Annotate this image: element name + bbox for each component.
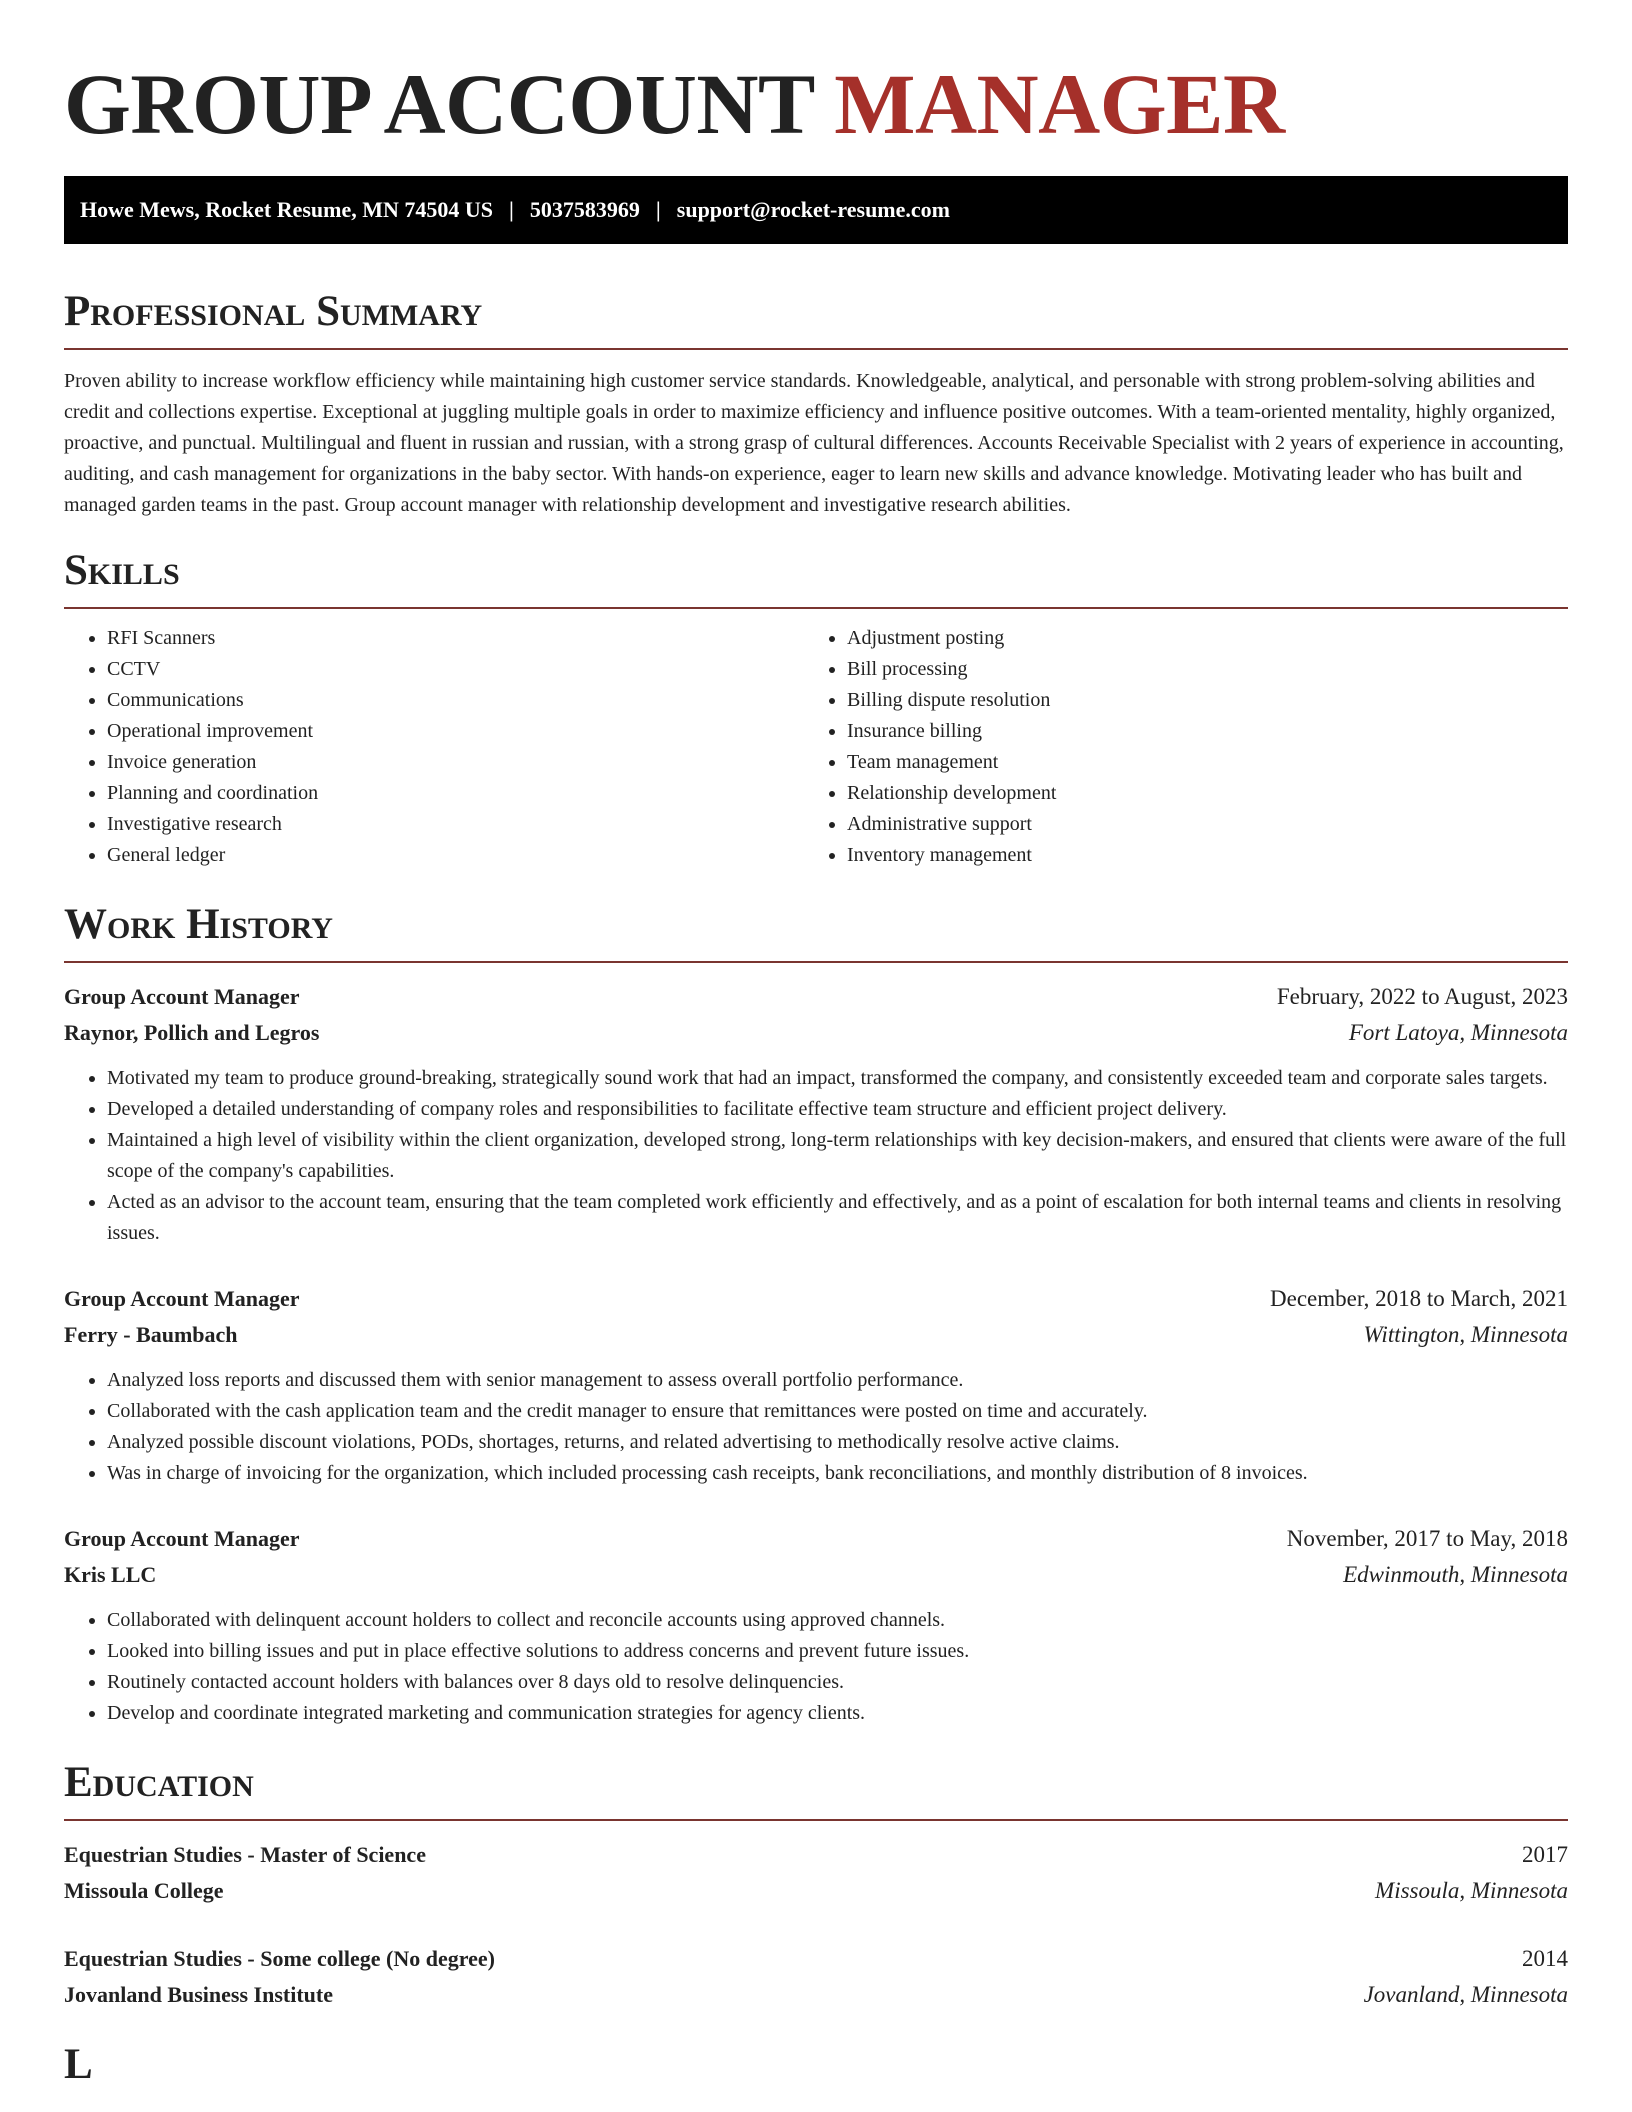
education-school: Jovanland Business Institute <box>64 1982 333 2007</box>
education-degree-row <box>64 1941 1568 1977</box>
job-entry <box>64 1521 1568 1729</box>
contact-phone[interactable]: 5037583969 <box>529 197 640 222</box>
education-year: 2014 <box>1522 1946 1568 1971</box>
job-bullet: • Collaborated with delinquent account holders to collect and reconcile accounts using approved channels. <box>107 1605 1568 1636</box>
job-location: Fort Latoya, Minnesota <box>1348 1020 1568 1045</box>
education-entry <box>64 1941 1568 2013</box>
job-header-row <box>64 1281 1568 1317</box>
job-title: Group Account Manager <box>64 1526 300 1551</box>
job-company: Kris LLC <box>64 1562 157 1587</box>
summary-section <box>64 286 1568 521</box>
education-location: Missoula, Minnesota <box>1375 1878 1568 1903</box>
job-dates: December, 2018 to March, 2021 <box>1270 1286 1568 1311</box>
job-company: Raynor, Pollich and Legros <box>64 1020 320 1045</box>
education-school: Missoula College <box>64 1878 224 1903</box>
job-title: Group Account Manager <box>64 984 300 1009</box>
job-bullet: • Analyzed loss reports and discussed them with senior management to assess overall portfolio performance. <box>107 1365 1568 1396</box>
job-company-row <box>64 1317 1568 1353</box>
resume-page <box>64 0 1568 2091</box>
summary-text: Proven ability to increase workflow efficiency while maintaining high customer service standards. Knowledgeable, analytical, and personable with strong problem-solving abilities and credit and collections expertise. Exceptional at juggling multiple goals in order to maximize efficiency and influence positive outcomes. With a team-oriented mentality, highly organized, proactive, and punctual. Multilingual and fluent in russian and russian, with a strong grasp of cultural differences. Accounts Receivable Specialist with 2 years of experience in accounting, auditing, and cash management for organizations in the baby sector. With hands-on experience, eager to learn new skills and advance knowledge. Motivating leader who has built and managed garden teams in the past. Group account manager with relationship development and investigative research abilities. <box>64 370 1564 516</box>
education-school-row <box>64 1873 1568 1909</box>
section-heading: Professional Summary <box>64 288 483 335</box>
job-bullet: • Routinely contacted account holders with balances over 8 days old to resolve delinquencies. <box>107 1667 1568 1698</box>
skill-item: • Bill processing <box>847 654 1544 685</box>
education-school-row <box>64 1977 1568 2013</box>
skill-item: • Inventory management <box>847 840 1544 871</box>
contact-bar <box>64 176 1568 244</box>
next-section <box>64 2039 1568 2091</box>
education-degree-row <box>64 1837 1568 1873</box>
skills-list-right <box>804 623 1544 871</box>
skill-item: • Relationship development <box>847 778 1544 809</box>
education-section <box>64 1757 1568 2013</box>
skill-item: • Billing dispute resolution <box>847 685 1544 716</box>
education-year: 2017 <box>1522 1842 1568 1867</box>
skill-item: • Planning and coordination <box>107 778 804 809</box>
job-dates: February, 2022 to August, 2023 <box>1276 984 1568 1009</box>
work-history-section <box>64 899 1568 1729</box>
job-bullet: • Acted as an advisor to the account team, ensuring that the team completed work efficiently and effectively, and as a point of escalation for both internal teams and clients in resolving issues. <box>107 1187 1568 1249</box>
contact-separator: | <box>509 197 514 222</box>
job-company: Ferry - Baumbach <box>64 1322 238 1347</box>
section-divider <box>64 1819 1568 1821</box>
skill-item: • Team management <box>847 747 1544 778</box>
skill-item: • Operational improvement <box>107 716 804 747</box>
skill-item: • CCTV <box>107 654 804 685</box>
job-company-row <box>64 1557 1568 1593</box>
job-bullet: • Was in charge of invoicing for the organization, which included processing cash receipts, bank reconciliations, and monthly distribution of 8 invoices. <box>107 1458 1568 1489</box>
job-entry <box>64 979 1568 1249</box>
section-divider <box>64 348 1568 350</box>
job-location: Edwinmouth, Minnesota <box>1343 1562 1568 1587</box>
skills-columns <box>64 623 1568 871</box>
skills-section <box>64 545 1568 871</box>
job-bullets <box>64 1605 1568 1729</box>
job-dates: November, 2017 to May, 2018 <box>1286 1526 1568 1551</box>
skill-item: • Administrative support <box>847 809 1544 840</box>
education-degree: Equestrian Studies - Some college (No degree) <box>64 1946 495 1971</box>
education-entry <box>64 1837 1568 1909</box>
job-company-row <box>64 1015 1568 1051</box>
job-bullet: • Maintained a high level of visibility within the client organization, developed strong, long-term relationships with key decision-makers, and ensured that clients were aware of the full scope of the company's capabilities. <box>107 1125 1568 1187</box>
job-entry <box>64 1281 1568 1489</box>
section-heading: Skills <box>64 547 180 594</box>
job-bullets <box>64 1365 1568 1489</box>
contact-address: Howe Mews, Rocket Resume, MN 74504 US <box>80 197 494 222</box>
section-heading: Education <box>64 1759 254 1806</box>
contact-separator: | <box>655 197 661 222</box>
page-title <box>64 0 1568 152</box>
job-bullet: • Developed a detailed understanding of company roles and responsibilities to facilitate effective team structure and efficient project delivery. <box>107 1094 1568 1125</box>
job-bullet: • Develop and coordinate integrated marketing and communication strategies for agency clients. <box>107 1698 1568 1729</box>
job-bullet: • Looked into billing issues and put in place effective solutions to address concerns and prevent future issues. <box>107 1636 1568 1667</box>
section-heading-partial: L <box>64 2041 93 2088</box>
skills-list-left <box>64 623 804 871</box>
skill-item: • Invoice generation <box>107 747 804 778</box>
skill-item: • Investigative research <box>107 809 804 840</box>
contact-email[interactable]: support@rocket-resume.com <box>676 197 950 222</box>
job-bullet: • Collaborated with the cash application team and the credit manager to ensure that remittances were posted on time and accurately. <box>107 1396 1568 1427</box>
job-bullet: • Motivated my team to produce ground-breaking, strategically sound work that had an impact, transformed the company, and consistently exceeded team and corporate sales targets. <box>107 1063 1568 1094</box>
skill-item: • Insurance billing <box>847 716 1544 747</box>
title-accent: MANAGER <box>834 56 1285 152</box>
job-title: Group Account Manager <box>64 1286 300 1311</box>
job-header-row <box>64 1521 1568 1557</box>
section-divider <box>64 961 1568 963</box>
job-header-row <box>64 979 1568 1015</box>
skill-item: • RFI Scanners <box>107 623 804 654</box>
section-heading: Work History <box>64 901 333 948</box>
title-main: GROUP ACCOUNT <box>64 56 814 152</box>
skill-item: • Communications <box>107 685 804 716</box>
skill-item: • Adjustment posting <box>847 623 1544 654</box>
section-divider <box>64 607 1568 609</box>
job-bullets <box>64 1063 1568 1249</box>
education-location: Jovanland, Minnesota <box>1363 1982 1568 2007</box>
job-bullet: • Analyzed possible discount violations, PODs, shortages, returns, and related advertising to methodically resolve active claims. <box>107 1427 1568 1458</box>
education-degree: Equestrian Studies - Master of Science <box>64 1842 426 1867</box>
job-location: Wittington, Minnesota <box>1363 1322 1568 1347</box>
skill-item: • General ledger <box>107 840 804 871</box>
